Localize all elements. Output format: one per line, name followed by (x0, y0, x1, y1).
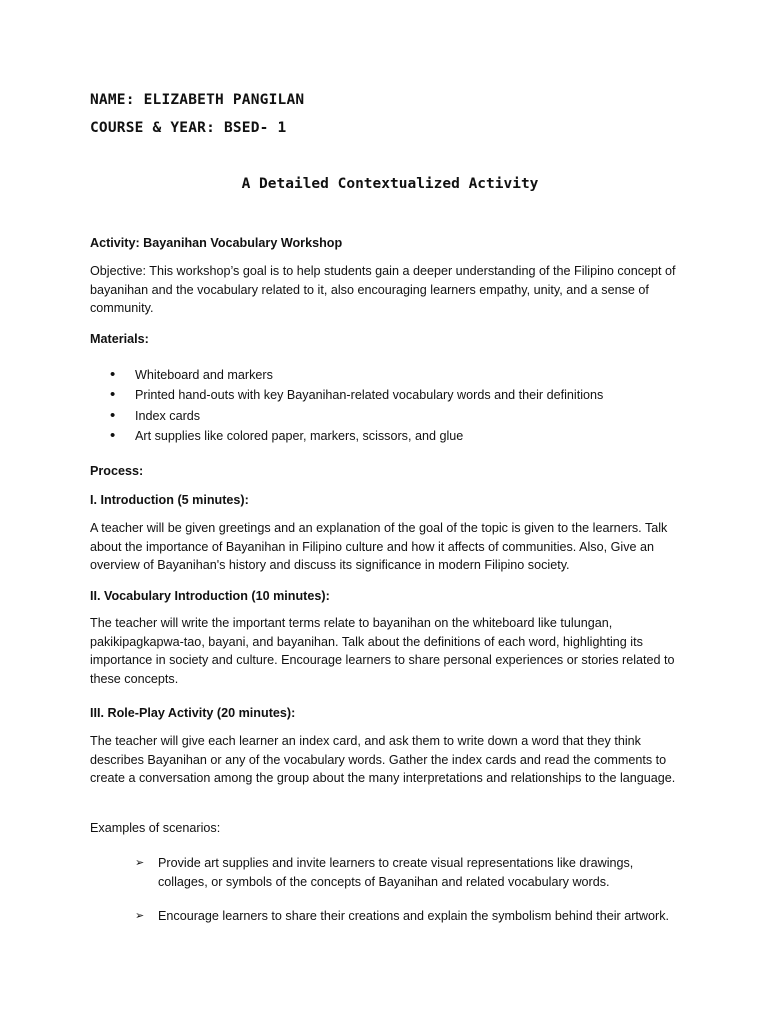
list-item-text: Index cards (135, 409, 201, 423)
list-item-text: Encourage learners to share their creations and explain the symbolism behind their artwork. (158, 909, 670, 923)
list-item (90, 386, 688, 407)
arrow-bullet-icon: ➢ (135, 857, 145, 869)
examples-heading: Examples of scenarios: (90, 821, 221, 835)
vocabulary-heading: II. Vocabulary Introduction (10 minutes): (90, 589, 330, 603)
materials-heading: Materials: (90, 332, 149, 346)
introduction-heading: I. Introduction (5 minutes): (90, 493, 249, 507)
vocabulary-paragraph: The teacher will write the important terms relate to bayanihan on the whiteboard like tulungan, pakikipagkapwa-tao, bayani, and bayanihan. Talk about the definitions of each word, highlighting its importance in society and culture. Encourage learners to share personal experiences or stories related to these concepts. (90, 616, 675, 686)
list-item-text: Whiteboard and markers (135, 368, 273, 382)
objective-paragraph: Objective: This workshop’s goal is to help students gain a deeper understanding of the Filipino concept of bayanihan and the vocabulary related to it, also encouraging learners empathy, unity, and a sense of community. (90, 264, 676, 316)
course-year: COURSE & YEAR: BSED- 1 (90, 120, 287, 136)
roleplay-heading: III. Role-Play Activity (20 minutes): (90, 706, 296, 720)
list-item-text: Art supplies like colored paper, markers, scissors, and glue (135, 429, 464, 443)
activity-heading: Activity: Bayanihan Vocabulary Workshop (90, 236, 343, 250)
introduction-paragraph: A teacher will be given greetings and an explanation of the goal of the topic is given to the learners. Talk about the importance of Bayanihan in Filipino culture and how it affects of communities. Also, Give an overview of Bayanihan's history and discuss its significance in modern Filipino society. (90, 521, 668, 573)
list-item-text: Printed hand-outs with key Bayanihan-related vocabulary words and their definitions (135, 388, 604, 402)
list-item (90, 427, 688, 447)
list-item (90, 366, 688, 386)
materials-list (90, 366, 688, 447)
list-item-text: Provide art supplies and invite learners to create visual representations like drawings, collages, or symbols of the concepts of Bayanihan and related vocabulary words. (158, 856, 634, 889)
list-item (90, 407, 688, 427)
document-title: A Detailed Contextualized Activity (241, 176, 539, 192)
list-item (135, 854, 675, 891)
list-item (135, 907, 675, 926)
arrow-bullet-icon: ➢ (135, 910, 145, 922)
student-name: NAME: ELIZABETH PANGILAN (90, 92, 305, 108)
process-heading: Process: (90, 464, 144, 478)
roleplay-paragraph: The teacher will give each learner an index card, and ask them to write down a word that they think describes Bayanihan or any of the vocabulary words. Gather the index cards and read the comments to create a conversation among the group about the many interpretations and relationships to the language. (90, 734, 676, 786)
